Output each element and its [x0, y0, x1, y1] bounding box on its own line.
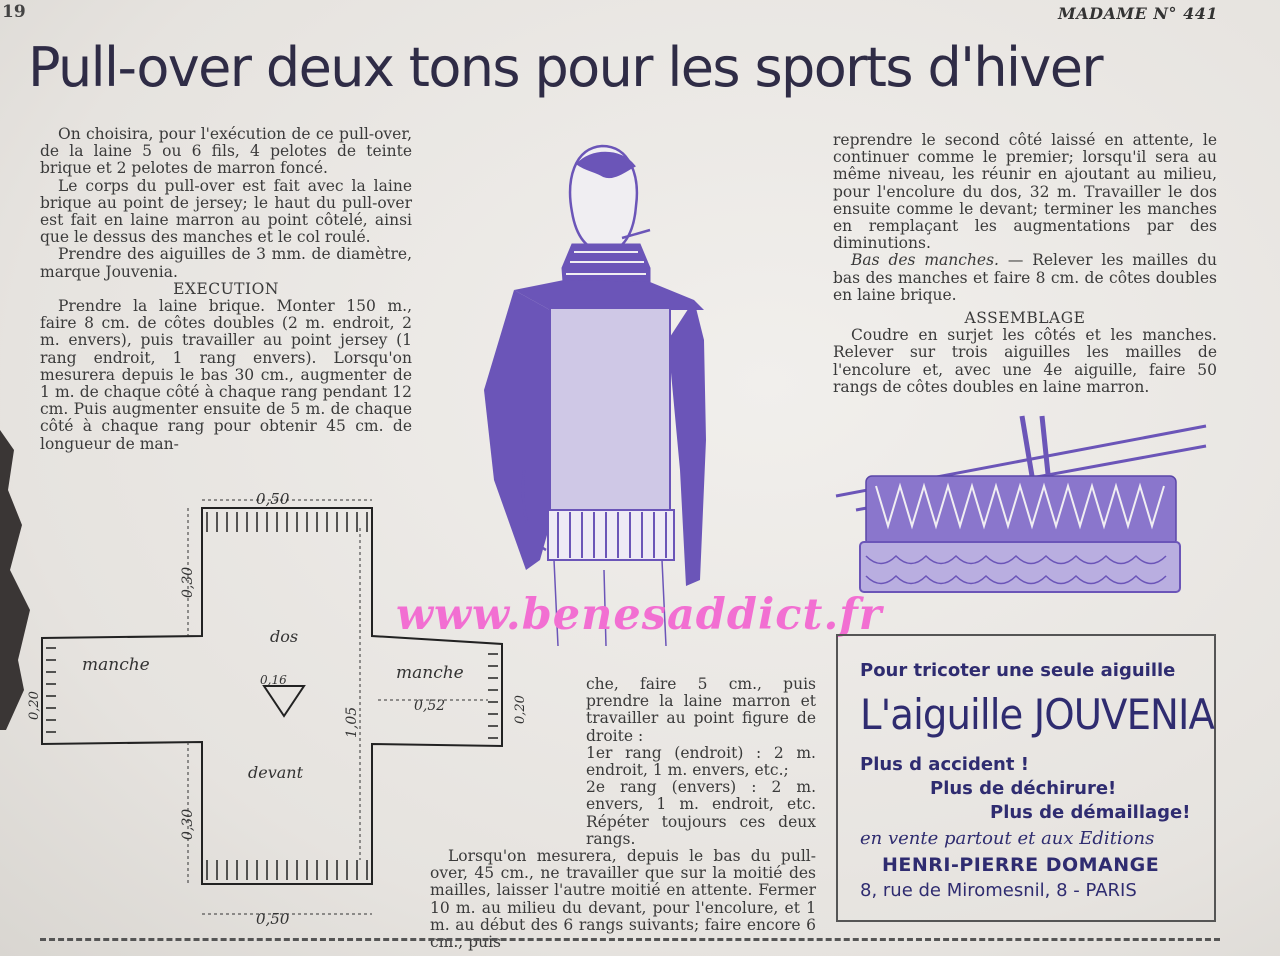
magazine-issue: MADAME N° 441: [1058, 4, 1218, 23]
row-one-instructions: 1er rang (endroit) : 2 m. endroit, 1 m. envers, etc.;: [586, 743, 816, 780]
assembly-paragraph: Coudre en surjet les côtés et les manches. Relever sur trois aiguilles les mailles de l'encolure et, avec une 4e aiguille, faire 50 rangs de côtes doubles en laine marron.: [833, 326, 1217, 396]
text-column-left: [40, 126, 412, 453]
continuation-paragraph: reprendre le second côté laissé en attente, le continuer comme le premier; lorsqu'il sera au même niveau, les réunir en ajoutant au milieu, pour l'encolure du dos, 32 m. Travailler le dos ensuite comme le devant; terminer les manches en remplaçant les augmentations par des diminutions.: [833, 131, 1217, 253]
text-column-center: [430, 676, 816, 951]
diagram-total-height: 1,05: [344, 706, 360, 738]
ad-slogan-3: Plus de démaillage!: [990, 802, 1191, 823]
intro-paragraph: Le corps du pull-over est fait avec la laine brique au point de jersey; le haut du pull-over est fait en laine marron au point côtelé, ainsi que le dessus des manches et le col roulé.: [40, 176, 412, 247]
intro-paragraph: On choisira, pour l'exécution de ce pull-over, de la laine 5 ou 6 fils, 4 pelotes de teinte brique et 2 pelotes de marron foncé.: [40, 125, 412, 178]
knitting-stitch-illustration: [836, 416, 1216, 596]
section-heading-assemblage: ASSEMBLAGE: [964, 309, 1086, 328]
neckline-paragraph: Lorsqu'on mesurera, depuis le bas du pull-over, 45 cm., ne travailler que sur la moitié des mailles, laisser l'autre moitié en attente. Fermer 10 m. au milieu du devant, pour l'encolure, et 1 m. au début des 6 rangs suivants; faire encore 6 cm., puis: [430, 847, 816, 952]
diagram-sleeve-length: 0,52: [414, 698, 446, 714]
diagram-lower-height: 0,30: [180, 808, 196, 840]
diagram-cuff-height: 0,20: [27, 691, 42, 720]
ad-publisher: HENRI-PIERRE DOMANGE: [882, 854, 1160, 876]
diagram-label-manche-right: manche: [396, 663, 464, 683]
torn-page-edge: [0, 430, 38, 730]
ad-address: 8, rue de Miromesnil, 8 - PARIS: [860, 880, 1137, 901]
diagram-label-manche-left: manche: [82, 655, 150, 675]
row-two-instructions: 2e rang (envers) : 2 m. envers, 1 m. endroit, etc. Répéter toujours ces deux rangs.: [586, 778, 816, 848]
page-number: 19: [2, 2, 26, 22]
article-title: Pull-over deux tons pour les sports d'hiver: [28, 36, 1102, 99]
diagram-sleeve-cuff: 0,20: [513, 695, 528, 724]
diagram-neck-width: 0,16: [260, 673, 287, 687]
advertisement-box: [836, 634, 1216, 922]
sleeves-text: — Relever les mailles du bas des manches et faire 8 cm. de côtes doubles en laine brique.: [833, 251, 1217, 304]
section-heading-execution: EXECUTION: [173, 279, 279, 298]
watermark: www.benesaddict.fr: [396, 590, 883, 640]
diagram-label-dos: dos: [270, 627, 299, 646]
sleeves-paragraph: [833, 252, 1217, 304]
bottom-dashed-rule: [40, 938, 1220, 941]
ad-headline: Pour tricoter une seule aiguille: [860, 660, 1176, 681]
diagram-label-devant: devant: [248, 763, 304, 782]
diagram-top-width: 0,50: [256, 490, 290, 508]
sleeves-label: Bas des manches.: [851, 251, 999, 270]
text-column-right: [833, 132, 1217, 396]
ad-sale-line: en vente partout et aux Editions: [860, 828, 1155, 849]
diagram-bottom-width: 0,50: [256, 910, 290, 928]
pattern-paragraph: che, faire 5 cm., puis prendre la laine marron et travailler au point figure de droite :: [586, 675, 816, 745]
intro-paragraph: Prendre des aiguilles de 3 mm. de diamètre, marque Jouvenia.: [40, 245, 412, 281]
ad-slogan-1: Plus d accident !: [860, 754, 1029, 775]
diagram-upper-height: 0,30: [180, 566, 196, 598]
execution-paragraph: Prendre la laine brique. Monter 150 m., faire 8 cm. de côtes doubles (2 m. endroit, 2 m. envers), puis travailler au point jersey (1 rang endroit, 1 rang envers). Lorsqu'on mesurera depuis le bas 30 cm., augmenter de 1 m. de chaque côté à chaque rang pendant 12 cm. Puis augmenter ensuite de 5 m. de chaque côté à chaque rang pour obtenir 45 cm. de longueur de man-: [40, 297, 412, 453]
ad-brand-name: L'aiguille JOUVENIA: [860, 690, 1215, 739]
ad-slogan-2: Plus de déchirure!: [930, 778, 1117, 799]
